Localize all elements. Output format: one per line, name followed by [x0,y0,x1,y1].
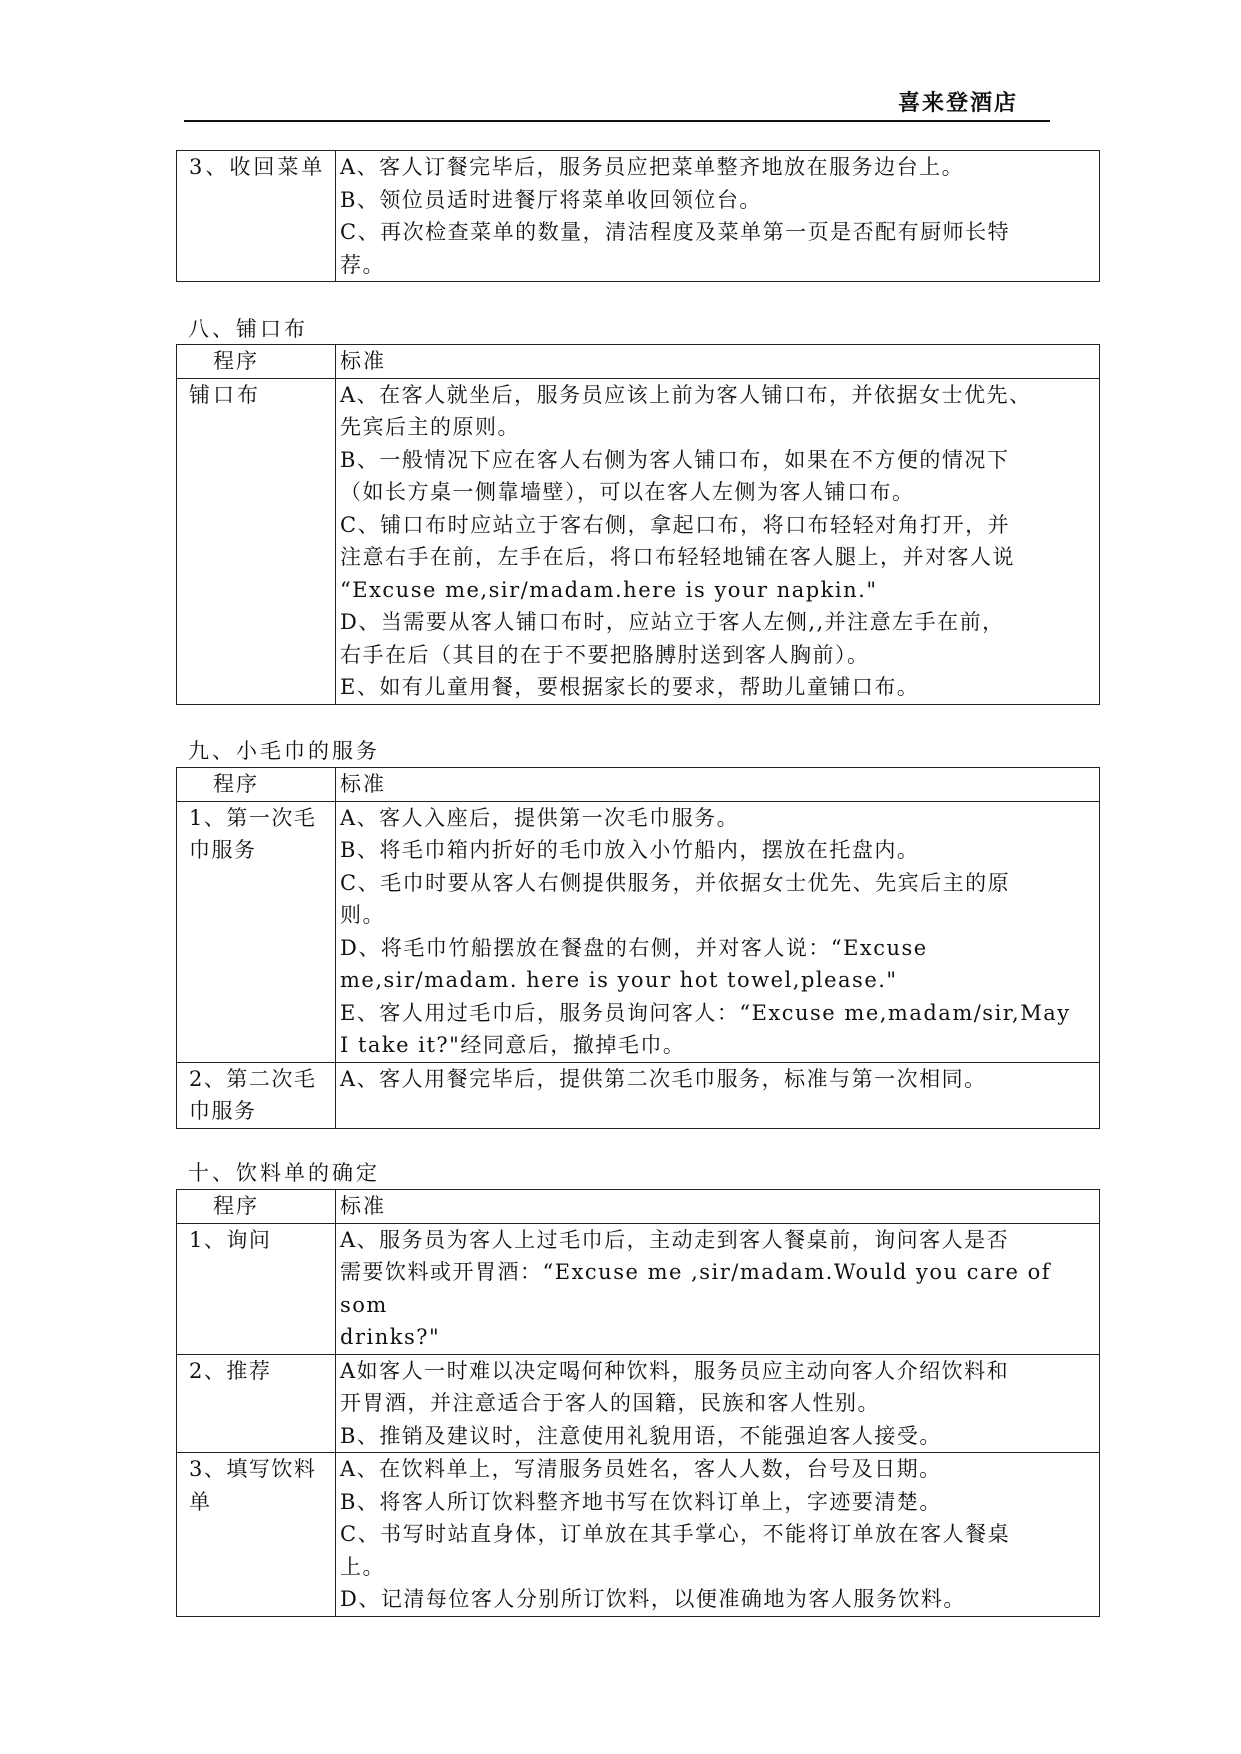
standard-line: A、在客人就坐后，服务员应该上前为客人铺口布，并依据女士优先、 [340,382,1032,407]
standard-line: B、一般情况下应在客人右侧为客人铺口布，如果在不方便的情况下 [340,447,1010,472]
procedure-line: 1、第一次毛 [189,805,317,830]
procedure-cell [177,1062,336,1128]
table-row [177,801,1100,1062]
standard-line: （如长方桌一侧靠墙壁），可以在客人左侧为客人铺口布。 [340,480,915,504]
standard-line: 右手在后（其目的在于不要把胳膊肘送到客人胸前）。 [340,642,870,667]
standard-cell [336,1453,1100,1617]
standard-line: A、在饮料单上，写清服务员姓名，客人人数，台号及日期。 [340,1457,942,1481]
table-row [177,1354,1100,1453]
standard-cell [336,801,1100,1062]
standard-line: B、领位员适时进餐厅将菜单收回领位台。 [340,187,762,212]
standard-line: drinks?" [340,1325,441,1349]
standard-cell [336,378,1100,704]
procedure-cell [177,1354,336,1453]
drink-order-table [176,1189,1100,1617]
page-header [184,86,1050,122]
procedure-cell [177,1453,336,1617]
hotel-name: 喜来登酒店 [897,90,1018,116]
column-header-standard: 标准 [336,1190,1100,1224]
standard-cell [336,1354,1100,1453]
standard-line [340,1095,1095,1128]
standard-line: “Excuse me,sir/madam.here is your napkin." [340,577,878,602]
napkin-table [176,344,1100,705]
towel-service-table [176,767,1100,1129]
standard-cell [336,151,1100,282]
standard-line: 需要饮料或开胃酒：“Excuse me ,sir/madam.Would you care of som [340,1260,1060,1317]
standard-cell [336,1062,1100,1128]
standard-line: I take it?"经同意后，撤掉毛巾。 [340,1033,686,1057]
column-header-procedure: 程序 [177,768,336,802]
standard-line: 荐。 [340,252,385,277]
table-header-row [177,1190,1100,1224]
column-header-standard: 标准 [336,768,1100,802]
standard-line: E、客人用过毛巾后，服务员询问客人：“Excuse me,madam/sir,May [340,1000,1071,1025]
standard-line: E、如有儿童用餐，要根据家长的要求，帮助儿童铺口布。 [340,675,920,699]
standard-line: A、客人用餐完毕后，提供第二次毛巾服务，标准与第一次相同。 [340,1066,987,1091]
procedure-line: 巾服务 [189,1099,257,1123]
standard-cell [336,1223,1100,1354]
procedure-line: 1、询问 [189,1227,272,1252]
standard-line: 上。 [340,1554,385,1579]
standard-line: C、再次检查菜单的数量，清洁程度及菜单第一页是否配有厨师长特 [340,220,1011,244]
menu-collection-table [176,150,1100,282]
procedure-cell: 铺口布 [177,378,336,704]
column-header-procedure: 程序 [177,345,336,379]
table-row [177,1453,1100,1617]
standard-line: A如客人一时难以决定喝何种饮料，服务员应主动向客人介绍饮料和 [340,1358,1010,1383]
section-title-towel-service: 九、小毛巾的服务 [188,739,380,763]
standard-line: B、推销及建议时，注意使用礼貌用语，不能强迫客人接受。 [340,1423,942,1448]
standard-line: A、客人订餐完毕后，服务员应把菜单整齐地放在服务边台上。 [340,155,965,179]
standard-line: B、将客人所订饮料整齐地书写在饮料订单上，字迹要清楚。 [340,1489,942,1514]
table-header-row [177,345,1100,379]
standard-line: D、记清每位客人分别所订饮料，以便准确地为客人服务饮料。 [340,1587,966,1611]
table-header-row [177,768,1100,802]
column-header-standard: 标准 [336,345,1100,379]
table-row [177,1223,1100,1354]
standard-line: me,sir/madam. here is your hot towel,please." [340,968,898,992]
procedure-line: 单 [189,1489,212,1514]
standard-line: C、铺口布时应站立于客右侧，拿起口布，将口布轻轻对角打开，并 [340,512,1011,537]
table-row [177,151,1100,282]
table-row [177,378,1100,704]
standard-line: D、将毛巾竹船摆放在餐盘的右侧，并对客人说：“Excuse [340,935,928,960]
standard-line: A、服务员为客人上过毛巾后，主动走到客人餐桌前，询问客人是否 [340,1227,1010,1252]
section-title-napkin: 八、铺口布 [188,317,308,341]
procedure-line: 3、填写饮料 [189,1457,317,1481]
column-header-procedure: 程序 [177,1190,336,1224]
standard-line: 开胃酒，并注意适合于客人的国籍，民族和客人性别。 [340,1391,880,1415]
procedure-line: 2、第二次毛 [189,1066,317,1091]
procedure-line: 2、推荐 [189,1358,272,1383]
standard-line: C、毛巾时要从客人右侧提供服务，并依据女士优先、先宾后主的原 [340,870,1011,895]
procedure-line: 巾服务 [189,838,257,862]
procedure-cell [177,801,336,1062]
procedure-cell [177,1223,336,1354]
standard-line: C、书写时站直身体，订单放在其手掌心，不能将订单放在客人餐桌 [340,1522,1011,1546]
section-title-drink-order: 十、饮料单的确定 [188,1161,380,1185]
standard-line: 注意右手在前，左手在后，将口布轻轻地铺在客人腿上，并对客人说 [340,545,1015,569]
table-row [177,1062,1100,1128]
standard-line: D、当需要从客人铺口布时，应站立于客人左侧,,并注意左手在前， [340,610,1005,634]
procedure-cell: 3、收回菜单 [177,151,336,282]
standard-line: 先宾后主的原则。 [340,415,520,439]
standard-line: 则。 [340,903,385,927]
standard-line: A、客人入座后，提供第一次毛巾服务。 [340,805,740,830]
standard-line: B、将毛巾箱内折好的毛巾放入小竹船内，摆放在托盘内。 [340,838,920,862]
